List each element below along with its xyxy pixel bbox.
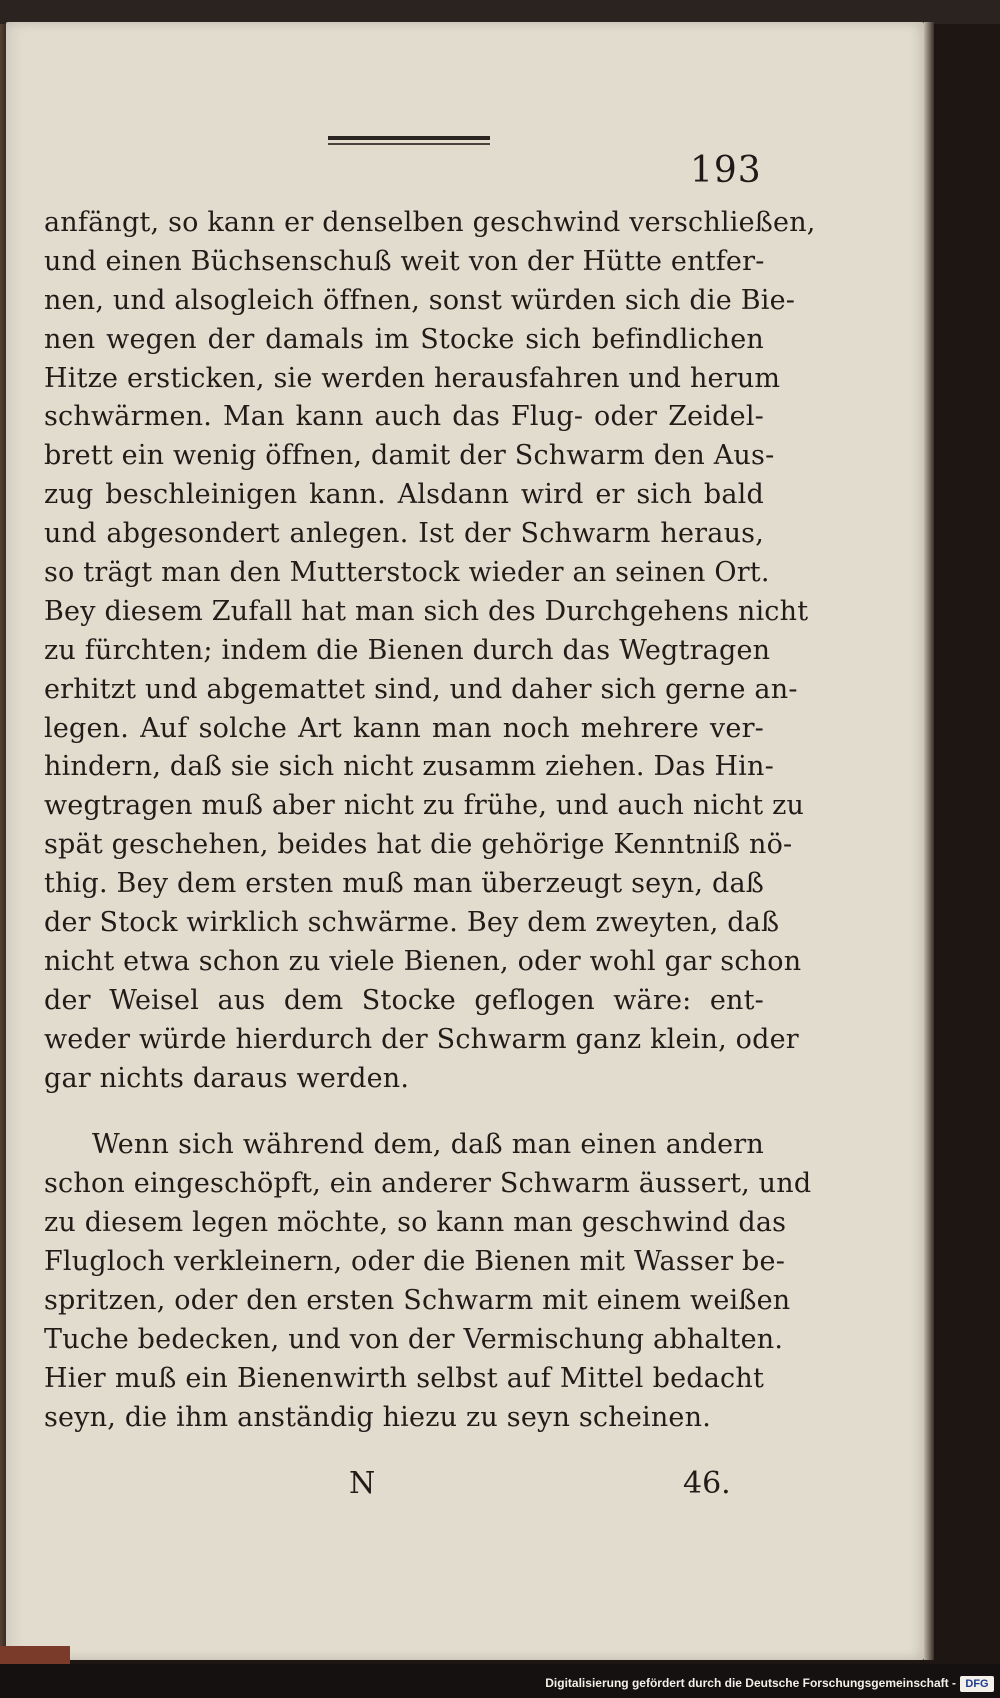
dfg-logo-icon: DFG — [960, 1676, 994, 1692]
text-line: hindern, daß sie sich nicht zusamm ziehen. Das Hin- — [44, 751, 774, 783]
text-line: und einen Büchsenschuß weit von der Hütte entfer- — [44, 245, 765, 277]
text-line: seyn, die ihm anständig hiezu zu seyn scheinen. — [44, 1401, 711, 1433]
text-line: zu fürchten; indem die Bienen durch das Wegtragen — [44, 634, 771, 666]
text-line: nen, und alsogleich öffnen, sonst würden sich die Bie- — [44, 284, 796, 316]
scan-background — [0, 0, 1000, 24]
text-line: schon eingeschöpft, ein anderer Schwarm äussert, und — [44, 1168, 812, 1200]
text-line: wegtragen muß aber nicht zu frühe, und auch nicht zu — [44, 790, 805, 822]
page-edge-shadow — [924, 22, 934, 1660]
text-line: schwärmen. Man kann auch das Flug- oder Zeidel- — [44, 401, 764, 433]
ornament-bar-thin — [328, 143, 490, 145]
signature-mark: N — [349, 1466, 376, 1501]
text-line: erhitzt und abgemattet sind, und daher sich gerne an- — [44, 673, 798, 705]
text-line: der Weisel aus dem Stocke geflogen wäre: ent- — [44, 984, 764, 1016]
text-line: Bey diesem Zufall hat man sich des Durchgehens nicht — [44, 595, 809, 627]
header-ornament-rule — [328, 134, 490, 148]
paragraph — [44, 204, 816, 1098]
text-line: nicht etwa schon zu viele Bienen, oder wohl gar schon — [44, 945, 802, 977]
text-line: weder würde hierdurch der Schwarm ganz klein, oder — [44, 1023, 799, 1055]
body-text — [44, 204, 816, 1438]
text-line: thig. Bey dem ersten muß man überzeugt seyn, daß — [44, 868, 764, 900]
text-line: Hitze ersticken, sie werden herausfahren und herum — [44, 362, 781, 394]
text-line: anfängt, so kann er denselben geschwind verschließen, — [44, 207, 816, 238]
text-line: Hier muß ein Bienenwirth selbst auf Mittel bedacht — [44, 1362, 764, 1394]
text-line: brett ein wenig öffnen, damit der Schwarm den Aus- — [44, 440, 775, 472]
text-line: zug beschleinigen kann. Alsdann wird er sich bald — [44, 479, 764, 511]
text-line: und abgesondert anlegen. Ist der Schwarm heraus, — [44, 518, 764, 550]
credit-bar — [0, 1664, 1000, 1698]
text-line: spät geschehen, beides hat die gehörige Kenntniß nö- — [44, 829, 793, 861]
text-line: so trägt man den Mutterstock wieder an seinen Ort. — [44, 557, 770, 589]
paragraph — [44, 1126, 812, 1437]
text-line: Flugloch verkleinern, oder die Bienen mit Wasser be- — [44, 1246, 786, 1278]
text-line: Tuche bedecken, und von der Vermischung abhalten. — [44, 1323, 784, 1355]
page-number: 193 — [690, 150, 762, 191]
ornament-bar-thick — [328, 136, 490, 140]
text-line: Wenn sich während dem, daß man einen andern — [92, 1129, 764, 1161]
text-line: spritzen, oder den ersten Schwarm mit einem weißen — [44, 1285, 791, 1317]
text-line: nen wegen der damals im Stocke sich befindlichen — [44, 323, 764, 355]
catchword: 46. — [683, 1466, 731, 1501]
text-line: legen. Auf solche Art kann man noch mehrere ver- — [44, 712, 764, 744]
text-line: zu diesem legen möchte, so kann man geschwind das — [44, 1207, 787, 1239]
text-line: der Stock wirklich schwärme. Bey dem zweyten, daß — [44, 907, 780, 939]
credit-text: Digitalisierung gefördert durch die Deutsche Forschungsgemeinschaft - — [545, 1676, 956, 1690]
text-line: gar nichts daraus werden. — [44, 1062, 410, 1094]
